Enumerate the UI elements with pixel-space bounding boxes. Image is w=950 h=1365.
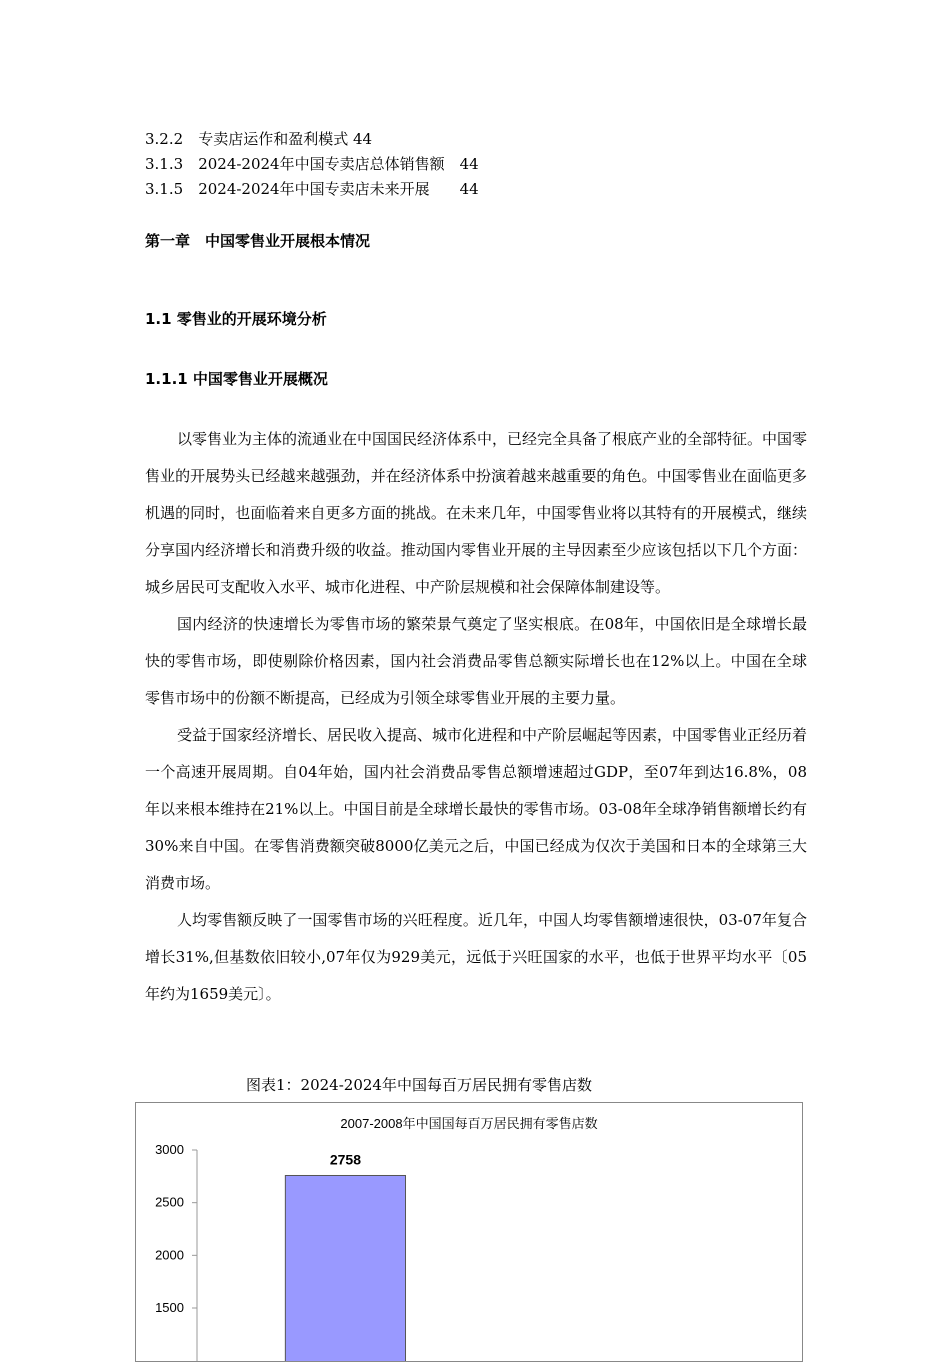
y-tick-label: 2000 [155,1247,184,1263]
toc-title: 专卖店运作和盈利模式 [198,130,349,148]
bars [285,1151,405,1361]
toc-number: 3.1.5 [145,180,184,198]
section-title: 1.1 零售业的开展环境分析 [145,310,327,328]
y-tick-label: 3000 [155,1142,184,1157]
subsection-title: 1.1.1 中国零售业开展概况 [145,370,328,388]
figure-caption: 图表1：2024-2024年中国每百万居民拥有零售店数 [246,1076,592,1094]
y-tick-label: 2500 [155,1194,184,1210]
toc-title: 2024-2024年中国专卖店总体销售额 [198,155,445,173]
bar-data-label: 2758 [329,1151,362,1168]
chart-container [135,1102,803,1362]
toc-number: 3.1.3 [145,155,184,173]
y-ticks [155,1142,197,1315]
toc-page: 44 [459,180,479,198]
paragraph: 受益于国家经济增长、居民收入提高、城市化进程和中产阶层崛起等因素，中国零售业正经历着一个高速开展周期。自04年始，国内社会消费品零售总额增速超过GDP，至07年到达16.8%，08年以来根本维持在21%以上。中国目前是全球增长最快的零售市场。03-08年全球净销售额增长约有30%来自中国。在零售消费额突破8000亿美元之后，中国已经成为仅次于美国和日本的全球第三大消费市场。 [145,726,808,892]
paragraph: 国内经济的快速增长为零售市场的繁荣景气奠定了坚实根底。在08年，中国依旧是全球增长最快的零售市场，即使剔除价格因素，国内社会消费品零售总额实际增长也在12%以上。中国在全球零售市场中的份额不断提高，已经成为引领全球零售业开展的主要力量。 [145,615,807,707]
bar [285,1175,405,1361]
toc-page: 44 [352,130,373,148]
bar-chart [136,1103,802,1361]
body-text [145,421,807,1013]
y-tick-label: 1500 [155,1300,184,1315]
toc-page: 44 [459,155,479,173]
paragraph: 以零售业为主体的流通业在中国国民经济体系中，已经完全具备了根底产业的全部特征。中国零售业的开展势头已经越来越强劲，并在经济体系中扮演着越来越重要的角色。中国零售业在面临更多机遇的同时，也面临着来自更多方面的挑战。在未来几年，中国零售业将以其特有的开展模式，继续分享国内经济增长和消费升级的收益。推动国内零售业开展的主导因素至少应该包括以下几个方面：城乡居民可支配收入水平、城市化进程、中产阶层规模和社会保障体制建设等。 [145,430,808,596]
toc-entry [145,152,479,177]
toc-entry [145,127,479,152]
table-of-contents [145,127,479,202]
toc-number: 3.2.2 [145,130,184,148]
chapter-title: 第一章 中国零售业开展根本情况 [145,232,371,250]
toc-entry [145,177,479,202]
paragraph: 人均零售额反映了一国零售市场的兴旺程度。近几年，中国人均零售额增速很快，03-07年复合增长31%,但基数依旧较小,07年仅为929美元，远低于兴旺国家的水平，也低于世界平均水平〔05年约为1659美元〕。 [145,911,807,1003]
chart-title: 2007-2008年中国国每百万居民拥有零售店数 [340,1116,598,1131]
toc-title: 2024-2024年中国专卖店未来开展 [198,180,430,198]
